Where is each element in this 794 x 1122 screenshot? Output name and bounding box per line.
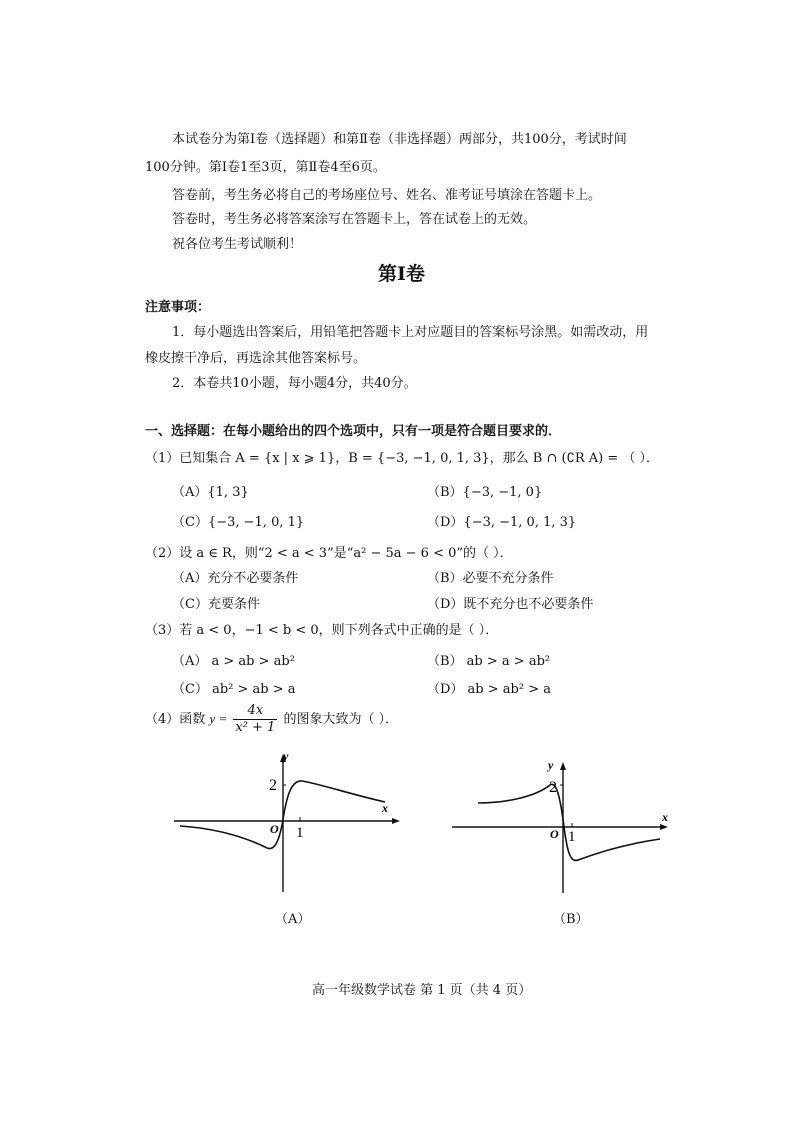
- q2-option-d: （D）既不充分也不必要条件: [427, 597, 594, 612]
- graph-b-curve: [478, 784, 660, 860]
- q4-fraction-numerator: 4x: [233, 703, 277, 720]
- q4-stem-prefix: （4）函数: [145, 712, 206, 727]
- page-footer: 高一年级数学试卷 第 1 页（共 4 页）: [312, 983, 532, 998]
- graph-a-label-2: 2: [269, 777, 277, 794]
- q1-option-d: （D）{−3, −1, 0, 1, 3}: [427, 515, 577, 530]
- notice-item-1-line-2: 橡皮擦干净后，再选涂其他答案标号。: [145, 351, 367, 366]
- graph-b-y-arrow: [560, 762, 566, 770]
- q3-stem: （3）若 a < 0，−1 < b < 0，则下列各式中正确的是（ ）．: [145, 623, 499, 638]
- graph-b-x-arrow: [660, 824, 668, 830]
- graph-a-y-label: y: [283, 750, 289, 763]
- notice-item-2: 2．本卷共10小题，每小题4分，共40分。: [172, 376, 417, 391]
- q4-fraction-denominator: x² + 1: [235, 720, 276, 735]
- notice-item-1-line-1: 1．每小题选出答案后，用铅笔把答题卡上对应题目的答案标号涂黑。如需改动，用: [172, 325, 649, 340]
- notice-heading: 注意事项：: [145, 300, 211, 315]
- intro-line-1: 本试卷分为第Ⅰ卷（选择题）和第Ⅱ卷（非选择题）两部分，共100分，考试时间: [172, 132, 627, 147]
- intro-line-5: 祝各位考生考试顺利！: [172, 237, 303, 252]
- graph-b: [450, 755, 680, 900]
- graph-a-x-label: x: [382, 801, 388, 815]
- intro-line-3: 答卷前，考生务必将自己的考场座位号、姓名、准考证号填涂在答题卡上。: [172, 188, 602, 203]
- graph-b-label-1: 1: [568, 829, 576, 845]
- q4-stem: [145, 703, 398, 736]
- intro-line-2: 100分钟。第Ⅰ卷1至3页，第Ⅱ卷4至6页。: [145, 160, 386, 175]
- q4-y-eq: y =: [209, 711, 228, 726]
- q4-fraction: [233, 703, 277, 736]
- q2-option-b: （B）必要不充分条件: [427, 571, 554, 586]
- graph-b-origin: O: [550, 827, 559, 841]
- q2-option-a: （A）充分不必要条件: [172, 571, 299, 586]
- graph-a-origin: O: [270, 822, 279, 836]
- q1-option-c: （C）{−3, −1, 0, 1}: [172, 515, 305, 530]
- q3-option-d: （D） ab > ab² > a: [427, 682, 551, 697]
- q3-option-c: （C） ab² > ab > a: [172, 682, 296, 697]
- graph-b-x-label: x: [662, 810, 668, 824]
- intro-line-4: 答卷时，考生务必将答案涂写在答题卡上，答在试卷上的无效。: [172, 212, 537, 227]
- graph-b-y-label: y: [548, 758, 554, 772]
- section-title: 第Ⅰ卷: [378, 263, 425, 285]
- graph-a-label-1: 1: [296, 825, 304, 841]
- graph-a-x-arrow: [392, 818, 400, 824]
- graph-a-caption: （A）: [275, 912, 311, 927]
- q2-option-c: （C）充要条件: [172, 597, 260, 612]
- graph-a: [170, 750, 400, 900]
- graph-b-label-2: 2: [549, 779, 557, 796]
- q1-stem: （1）已知集合 A = {x | x ⩾ 1}，B = {−3, −1, 0, 1, 3}，那么 B ∩ (∁R A) = （ ）．: [145, 451, 660, 466]
- q2-stem: （2）设 a ∈ R，则“2 < a < 3”是“a² − 5a − 6 < 0”的（ ）．: [145, 546, 513, 561]
- q3-option-a: （A） a > ab > ab²: [172, 654, 295, 669]
- q3-option-b: （B） ab > a > ab²: [427, 654, 551, 669]
- q4-stem-suffix: 的图象大致为（ ）．: [283, 712, 399, 727]
- part1-heading: 一、选择题：在每小题给出的四个选项中，只有一项是符合题目要求的．: [145, 424, 562, 439]
- q1-option-a: （A）{1, 3}: [172, 485, 249, 500]
- graph-b-caption: （B）: [553, 912, 589, 927]
- q1-option-b: （B）{−3, −1, 0}: [427, 485, 543, 500]
